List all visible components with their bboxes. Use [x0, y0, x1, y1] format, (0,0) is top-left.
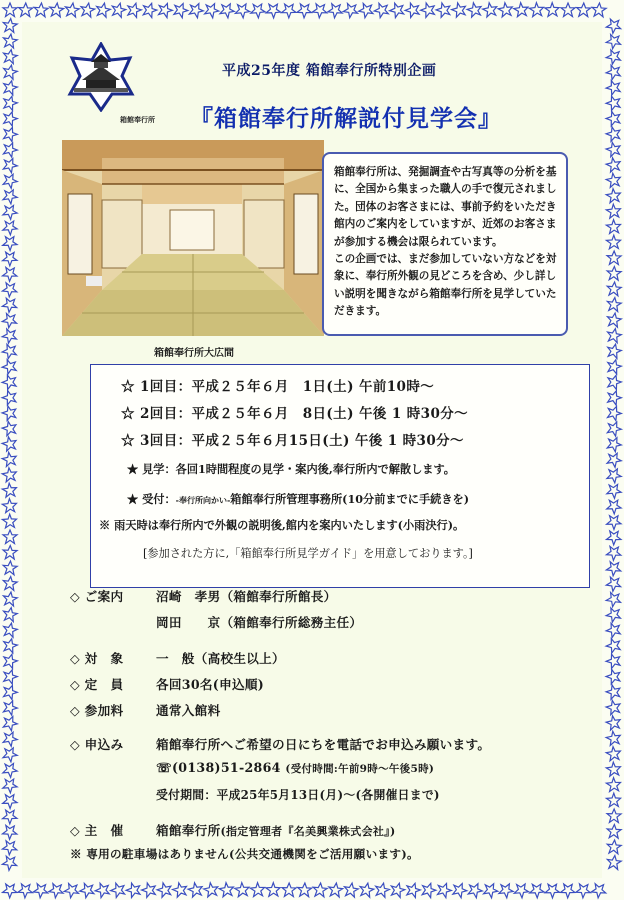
border-star-icon [605, 78, 624, 97]
border-star-icon [481, 1, 499, 20]
border-star-icon [435, 0, 454, 19]
border-star-icon [1, 806, 20, 825]
border-star-icon [78, 880, 97, 899]
border-star-icon [282, 883, 296, 897]
border-star-icon [1, 668, 18, 685]
border-star-icon [172, 1, 190, 19]
border-star-icon [574, 880, 593, 899]
intro-paragraph-1: 箱館奉行所は、発掘調査や古写真等の分析を基に、全国から集まった職人の手で復元されました。団体のお客さまには、事前予約をいただき館内のご案内をしていますが、近郊のお客さまが参加する機会は限られています。 [334, 166, 557, 248]
border-star-icon [1, 481, 19, 499]
border-star-icon [1, 110, 18, 127]
intro-paragraph-2: この企画では、まだ参加していない方などを対象に、奉行所外観の見どころを含め、少し詳しい説明を聞きながら箱館奉行所を見学していただきます。 [334, 253, 557, 318]
border-star-icon [218, 881, 236, 899]
apply-value: 箱館奉行所へご希望の日にちを電話でお申込み願います。 [156, 737, 491, 752]
border-star-icon [218, 1, 237, 19]
target-row [70, 648, 285, 667]
border-star-icon [171, 880, 190, 899]
border-star-icon [16, 880, 35, 899]
border-star-icon [604, 558, 623, 577]
border-star-icon [605, 620, 624, 639]
border-star-icon [605, 140, 624, 159]
border-star-icon [1, 248, 20, 267]
border-star-icon [481, 881, 500, 899]
border-star-icon [451, 881, 469, 899]
tour-note: ★ 見学：各回1時間程度の見学・案内後,奉行所内で解散します。 [127, 462, 455, 476]
border-star-icon [234, 881, 252, 899]
magistrate-office-logo [66, 42, 136, 112]
border-star-icon [95, 2, 112, 18]
border-star-icon [605, 713, 624, 732]
border-star-icon [2, 48, 18, 64]
border-star-icon [419, 0, 438, 19]
border-star-icon [605, 450, 624, 468]
border-star-icon [1, 202, 20, 221]
border-star-icon [343, 882, 359, 898]
border-star-icon [561, 3, 575, 17]
apply-label: ◇ 申込み [70, 737, 124, 752]
border-star-icon [606, 327, 622, 343]
border-star-icon [2, 64, 19, 80]
border-star-icon [1, 94, 18, 111]
border-star-icon [605, 667, 624, 686]
border-star-icon [203, 881, 221, 900]
border-star-icon [312, 882, 327, 897]
phone-row [156, 760, 434, 776]
border-star-icon [357, 0, 376, 19]
border-star-icon [606, 234, 623, 252]
border-star-icon [1, 156, 19, 174]
border-star-icon [605, 202, 623, 220]
border-star-icon [605, 155, 624, 174]
target-label: ◇ 対 象 [70, 651, 124, 666]
border-star-icon [605, 171, 623, 190]
border-star-icon [358, 882, 374, 898]
border-star-icon [110, 2, 127, 18]
border-star-icon [310, 0, 329, 19]
application-period: 受付期間：平成25年5月13日(月)～(各開催日まで) [156, 788, 440, 802]
border-star-icon [2, 591, 18, 606]
reception-note [127, 491, 469, 507]
great-hall-photo [62, 140, 324, 336]
border-star-icon [140, 880, 159, 899]
border-star-icon [1, 683, 19, 700]
reception-small: -奉行所向かい- [175, 495, 231, 505]
border-star-icon [605, 481, 624, 500]
border-star-icon [1, 140, 19, 158]
border-star-icon [1, 125, 19, 142]
border-star-icon [1, 217, 20, 236]
border-star-icon [1, 450, 19, 469]
border-star-icon [604, 574, 623, 593]
border-star-icon [512, 880, 531, 899]
border-star-icon [604, 605, 623, 624]
border-star-icon [420, 881, 438, 898]
border-star-icon [606, 281, 621, 296]
border-star-icon [606, 792, 623, 810]
border-star-icon [1, 187, 20, 205]
border-star-icon [604, 543, 623, 562]
border-star-icon [1, 652, 18, 669]
border-star-icon [2, 576, 17, 591]
border-star-icon [605, 745, 623, 763]
border-star-icon [592, 3, 607, 17]
border-star-icon [1, 434, 20, 453]
rain-note: ※ 雨天時は奉行所内で外観の説明後,館内を案内いたします(小雨決行)。 [99, 518, 465, 532]
border-star-icon [0, 264, 19, 283]
border-star-icon [297, 883, 312, 897]
guide-2: 岡田 京（箱館奉行所総務主任） [156, 615, 363, 630]
border-star-icon [607, 809, 621, 823]
host-row [70, 820, 395, 839]
border-star-icon [435, 881, 453, 899]
border-star-icon [187, 1, 205, 19]
border-star-icon [528, 1, 546, 19]
border-star-icon [606, 855, 622, 870]
border-star-icon [388, 0, 407, 19]
apply-row [70, 734, 490, 753]
border-star-icon [1, 419, 20, 438]
border-star-icon [1, 357, 20, 376]
guide-label: ◇ ご案内 [70, 589, 124, 604]
border-star-icon [1, 233, 20, 252]
border-star-icon [3, 545, 17, 559]
border-star-icon [125, 1, 142, 18]
border-star-icon [109, 880, 128, 899]
border-star-icon [1, 497, 19, 515]
border-star-icon [607, 251, 621, 265]
border-star-icon [605, 760, 623, 778]
parking-note: ※ 専用の駐車場はありません(公共交通機関をご活用願います)。 [70, 847, 419, 861]
border-star-icon [1, 513, 18, 531]
border-star-icon [0, 295, 19, 314]
border-star-icon [94, 880, 113, 899]
border-star-icon [604, 16, 623, 35]
border-star-icon [1, 698, 19, 716]
phone-number: ☏(0138)51-2864 [156, 760, 281, 775]
border-star-icon [202, 1, 221, 19]
page-title: 『箱館奉行所解説付見学会』 [190, 105, 502, 132]
border-star-icon [605, 109, 624, 128]
border-star-icon [544, 1, 561, 19]
border-star-icon [187, 880, 206, 899]
phone-hours: (受付時間:午前9時～午後5時) [285, 763, 435, 775]
border-star-icon [607, 266, 622, 280]
border-star-icon [605, 698, 624, 717]
border-star-icon [605, 435, 623, 453]
border-star-icon [604, 31, 623, 50]
session-2: ☆ 2回目：平成２５年６月 8日(土) 午後 1 時30分～ [121, 406, 469, 422]
border-star-icon [605, 389, 623, 406]
border-star-icon [576, 3, 590, 17]
border-star-icon [606, 297, 622, 312]
border-star-icon [3, 3, 17, 17]
photo-caption: 箱館奉行所大広間 [154, 348, 234, 359]
border-star-icon [34, 3, 49, 17]
border-star-icon [1, 775, 20, 794]
fee-label: ◇ 参加料 [70, 703, 124, 718]
border-star-icon [264, 0, 283, 19]
border-star-icon [605, 776, 623, 794]
border-star-icon [233, 0, 252, 19]
border-star-icon [18, 3, 32, 17]
border-star-icon [528, 880, 547, 899]
border-star-icon [606, 312, 622, 328]
border-star-icon [374, 882, 391, 898]
border-star-icon [125, 880, 144, 899]
border-star-icon [605, 729, 623, 748]
border-star-icon [62, 880, 81, 899]
border-star-icon [604, 47, 623, 66]
border-star-icon [605, 124, 624, 143]
border-star-icon [513, 1, 531, 19]
host-value: 箱館奉行所 [156, 823, 221, 838]
border-star-icon [497, 880, 516, 899]
reception-rest: 箱館奉行所管理事務所(10分前までに手続きを) [230, 492, 470, 506]
border-star-icon [31, 880, 50, 899]
guide-row [70, 586, 337, 605]
border-star-icon [466, 0, 485, 19]
border-star-icon [605, 404, 623, 422]
border-star-icon [0, 853, 19, 872]
border-star-icon [605, 465, 624, 484]
border-star-icon [249, 881, 267, 899]
border-star-icon [1, 714, 19, 732]
border-star-icon [605, 419, 623, 437]
border-star-icon [1, 372, 20, 391]
border-star-icon [606, 343, 623, 359]
border-star-icon [607, 824, 622, 838]
border-star-icon [0, 341, 19, 360]
border-star-icon [605, 651, 624, 670]
border-star-icon [404, 881, 421, 898]
border-star-icon [2, 18, 17, 33]
border-star-icon [1, 760, 20, 779]
flyer-page [22, 22, 602, 878]
border-star-icon [543, 880, 562, 899]
border-star-icon [605, 373, 622, 390]
target-value: 一 般（高校生以上） [156, 651, 285, 666]
border-star-icon [2, 637, 19, 653]
fee-value: 通常入館料 [156, 703, 221, 718]
border-star-icon [497, 1, 515, 20]
border-star-icon [79, 2, 95, 18]
reception-prefix: ★ 受付： [127, 492, 176, 506]
border-star-icon [47, 880, 66, 899]
schedule-box [90, 364, 590, 588]
border-star-icon [1, 745, 20, 763]
fee-row [70, 700, 220, 719]
capacity-label: ◇ 定 員 [70, 677, 124, 692]
border-star-icon [605, 512, 624, 531]
border-star-icon [0, 310, 19, 329]
border-star-icon [2, 79, 19, 95]
border-star-icon [1, 729, 20, 747]
border-star-icon [1, 403, 20, 422]
border-star-icon [372, 0, 391, 19]
page-subtitle: 平成25年度 箱館奉行所特別企画 [222, 63, 437, 79]
host-note: (指定管理者『名美興業株式会社』) [220, 825, 396, 838]
border-star-icon [604, 589, 623, 608]
border-star-icon [280, 0, 299, 19]
border-star-icon [605, 496, 624, 515]
border-star-icon [328, 882, 344, 897]
border-star-icon [3, 561, 18, 575]
border-star-icon [605, 62, 624, 81]
border-star-icon [265, 881, 282, 899]
border-star-icon [605, 636, 624, 655]
border-star-icon [64, 2, 80, 17]
border-star-icon [606, 358, 623, 375]
border-star-icon [326, 0, 345, 19]
host-label: ◇ 主 催 [70, 823, 124, 838]
border-star-icon [341, 0, 360, 19]
border-star-icon [0, 279, 19, 298]
logo-label: 箱館奉行所 [120, 115, 155, 124]
border-star-icon [2, 622, 19, 638]
border-star-icon [1, 791, 20, 810]
intro-box [322, 152, 568, 336]
border-star-icon [404, 0, 423, 19]
border-star-icon [589, 880, 608, 899]
border-star-icon [49, 2, 64, 17]
border-star-icon [1, 388, 20, 407]
border-star-icon [249, 0, 268, 19]
border-star-icon [604, 527, 623, 546]
border-star-icon [466, 881, 484, 899]
border-star-icon [605, 187, 623, 205]
border-star-icon [156, 1, 174, 18]
border-star-icon [605, 218, 623, 236]
border-star-icon [1, 466, 19, 485]
border-star-icon [1, 171, 20, 189]
border-star-icon [3, 530, 17, 544]
border-star-icon [389, 881, 406, 898]
border-star-icon [0, 880, 19, 899]
capacity-value: 各回30名(申込順) [156, 677, 265, 692]
guide-book-note: [参加された方に,「箱館奉行所見学ガイド」を用意しております。] [143, 547, 473, 560]
border-star-icon [2, 33, 18, 48]
border-star-icon [450, 0, 469, 19]
capacity-row [70, 674, 264, 693]
border-star-icon [605, 682, 624, 701]
session-3: ☆ 3回目：平成２５年６月15日(土) 午後 1 時30分～ [121, 433, 464, 449]
border-star-icon [0, 837, 19, 856]
border-star-icon [295, 0, 314, 19]
border-star-icon [558, 880, 577, 899]
border-star-icon [2, 606, 18, 622]
border-star-icon [141, 1, 158, 18]
border-star-icon [606, 839, 621, 854]
border-star-icon [0, 822, 19, 841]
border-star-icon [605, 93, 624, 112]
border-star-icon [0, 326, 19, 345]
guide-1: 沼崎 孝男（箱館奉行所館長） [156, 589, 337, 604]
session-1: ☆ 1回目：平成２５年６月 1日(土) 午前10時～ [121, 379, 435, 395]
border-star-icon [156, 880, 175, 899]
